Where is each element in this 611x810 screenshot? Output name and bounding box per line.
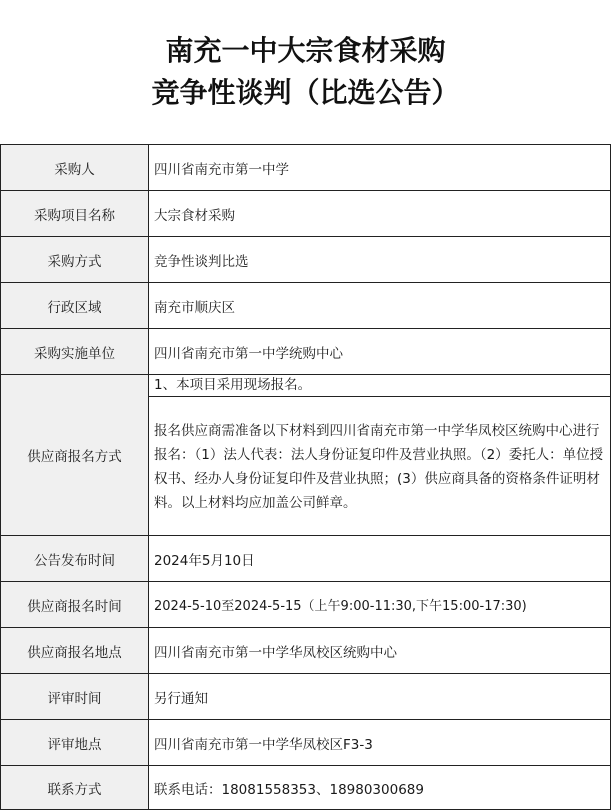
table-row (1, 720, 611, 766)
row-label-review-place: 评审地点 (1, 720, 149, 766)
row-value-method: 竞争性谈判比选 (149, 237, 611, 283)
row-value-implementing-unit: 四川省南充市第一中学统购中心 (149, 329, 611, 375)
table-row (1, 628, 611, 674)
row-label-contact: 联系方式 (1, 766, 149, 810)
row-value-review-place: 四川省南充市第一中学华凤校区F3-3 (149, 720, 611, 766)
row-label-region: 行政区域 (1, 283, 149, 329)
row-value-review-time: 另行通知 (149, 674, 611, 720)
row-value-registration-method (149, 375, 611, 536)
row-value-project-name: 大宗食材采购 (149, 191, 611, 237)
table-row (1, 375, 611, 536)
registration-line-1: 1、本项目采用现场报名。 (149, 375, 610, 397)
row-label-registration-method: 供应商报名方式 (1, 375, 149, 536)
table-row (1, 674, 611, 720)
row-value-registration-place: 四川省南充市第一中学华凤校区统购中心 (149, 628, 611, 674)
row-label-registration-place: 供应商报名地点 (1, 628, 149, 674)
info-table (0, 144, 611, 810)
row-label-purchaser: 采购人 (1, 145, 149, 191)
row-value-publish-time: 2024年5月10日 (149, 536, 611, 582)
title-line-2: 竞争性谈判（比选公告） (151, 76, 460, 109)
table-row (1, 283, 611, 329)
row-value-registration-time: 2024-5-10至2024-5-15（上午9:00-11:30,下午15:00-17:30) (149, 582, 611, 628)
table-row (1, 145, 611, 191)
page-title (0, 30, 611, 114)
row-label-registration-time: 供应商报名时间 (1, 582, 149, 628)
table-row (1, 191, 611, 237)
table-row (1, 329, 611, 375)
table-row (1, 536, 611, 582)
row-label-publish-time: 公告发布时间 (1, 536, 149, 582)
row-value-purchaser: 四川省南充市第一中学 (149, 145, 611, 191)
registration-detail: 报名供应商需准备以下材料到四川省南充市第一中学华凤校区统购中心进行报名：（1）法人代表：法人身份证复印件及营业执照。（2）委托人：单位授权书、经办人身份证复印件及营业执照；(3）供应商具备的资格条件证明材料。以上材料均应加盖公司鲜章。 (154, 423, 604, 511)
row-label-method: 采购方式 (1, 237, 149, 283)
table-row (1, 582, 611, 628)
title-line-1: 南充一中大宗食材采购 (165, 34, 446, 67)
row-value-contact: 联系电话：18081558353、18980300689 (149, 766, 611, 810)
row-label-project-name: 采购项目名称 (1, 191, 149, 237)
row-value-region: 南充市顺庆区 (149, 283, 611, 329)
table-row (1, 237, 611, 283)
row-label-review-time: 评审时间 (1, 674, 149, 720)
row-label-implementing-unit: 采购实施单位 (1, 329, 149, 375)
table-row (1, 766, 611, 810)
